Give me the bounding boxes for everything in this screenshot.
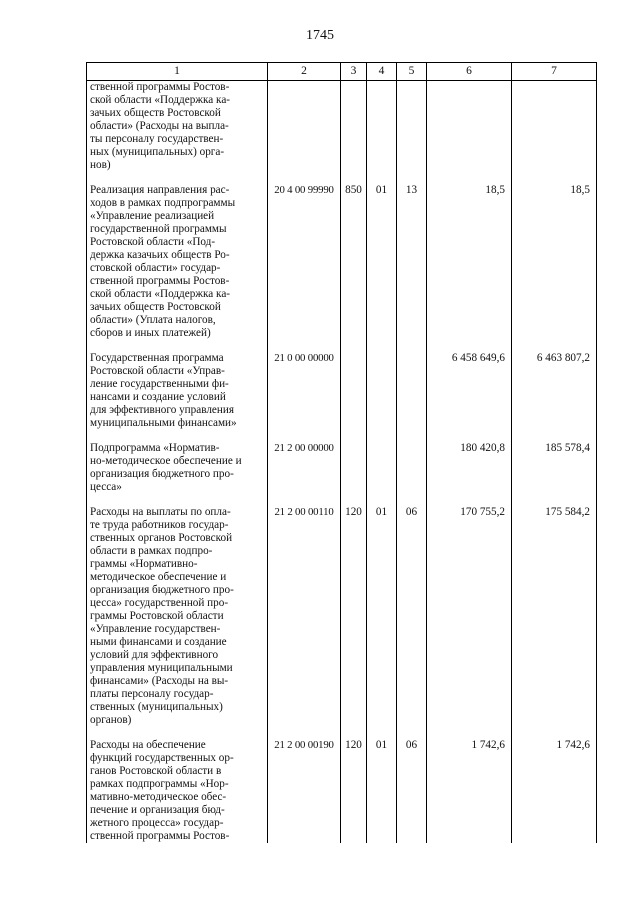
row-code: 21 2 00 00110 xyxy=(268,506,341,727)
row-rz xyxy=(367,352,397,430)
col-header-3: 3 xyxy=(341,63,367,81)
row-code: 21 2 00 00190 xyxy=(268,739,341,843)
page-number: 1745 xyxy=(306,28,334,43)
row-rz: 01 xyxy=(367,506,397,727)
table-row xyxy=(87,184,597,340)
row-vr xyxy=(341,442,367,494)
row-vr: 120 xyxy=(341,506,367,727)
col-header-1: 1 xyxy=(87,63,268,81)
col-header-5: 5 xyxy=(397,63,427,81)
row-year2: 1 742,6 xyxy=(512,739,597,843)
col-header-4: 4 xyxy=(367,63,397,81)
row-rz xyxy=(367,81,397,173)
row-vr xyxy=(341,81,367,173)
row-spacer xyxy=(87,494,597,506)
row-year1: 1 742,6 xyxy=(427,739,512,843)
row-year1: 18,5 xyxy=(427,184,512,340)
row-rz: 01 xyxy=(367,184,397,340)
row-year2: 175 584,2 xyxy=(512,506,597,727)
row-pr xyxy=(397,81,427,173)
table-row xyxy=(87,506,597,727)
row-vr: 850 xyxy=(341,184,367,340)
row-description: Расходы на выплаты по опла- те труда работников государ- ственных органов Ростовской области в рамках подпро- граммы «Нормативно- методическое обеспечение и организация бюджетного про- цесса» государственной про- граммы Ростовской области «Управление государствен- ными финансами и создание условий для эффективного управления муниципальными финансами» (Расходы на вы- платы персоналу государ- ственных (муниципальных) органов) xyxy=(90,506,234,726)
row-pr xyxy=(397,442,427,494)
row-year1: 180 420,8 xyxy=(427,442,512,494)
table-row xyxy=(87,739,597,843)
row-pr: 06 xyxy=(397,739,427,843)
col-header-7: 7 xyxy=(512,63,597,81)
row-description: Подпрограмма «Норматив- но-методическое обеспечение и организация бюджетного про- цесса» xyxy=(90,442,242,493)
col-header-6: 6 xyxy=(427,63,512,81)
row-description: Расходы на обеспечение функций государственных ор- ганов Ростовской области в рамках подпрограммы «Нор- мативно-методическое обес- печение и организация бюд- жетного процесса» государ- ственной программы Ростов- xyxy=(90,739,234,842)
row-year2: 18,5 xyxy=(512,184,597,340)
row-rz xyxy=(367,442,397,494)
row-code: 20 4 00 99990 xyxy=(268,184,341,340)
row-spacer xyxy=(87,172,597,184)
row-code xyxy=(268,81,341,173)
table-row xyxy=(87,81,597,173)
row-description: Государственная программа Ростовской области «Управ- ление государственными фи- нансами и создание условий для эффективного управления муниципальными финансами» xyxy=(90,352,237,429)
row-spacer xyxy=(87,340,597,352)
row-year1: 170 755,2 xyxy=(427,506,512,727)
row-year2 xyxy=(512,81,597,173)
row-pr: 13 xyxy=(397,184,427,340)
row-year1 xyxy=(427,81,512,173)
row-vr xyxy=(341,352,367,430)
row-pr: 06 xyxy=(397,506,427,727)
row-code: 21 0 00 00000 xyxy=(268,352,341,430)
row-code: 21 2 00 00000 xyxy=(268,442,341,494)
row-spacer xyxy=(87,430,597,442)
row-description: ственной программы Ростов- ской области «Поддержка ка- зачьих обществ Ростовской области» (Расходы на выпла- ты персоналу государствен- ных (муниципальных) орга- нов) xyxy=(90,81,231,171)
header-row xyxy=(87,63,597,81)
row-year1: 6 458 649,6 xyxy=(427,352,512,430)
row-year2: 185 578,4 xyxy=(512,442,597,494)
budget-table xyxy=(86,62,597,843)
col-header-2: 2 xyxy=(268,63,341,81)
row-spacer xyxy=(87,727,597,739)
row-year2: 6 463 807,2 xyxy=(512,352,597,430)
table-row xyxy=(87,352,597,430)
row-description: Реализация направления рас- ходов в рамках подпрограммы «Управление реализацией государственной программы Ростовской области «Под- держка казачьих обществ Ро- стовской области» государ- ственной программы Ростов- ской области «Поддержка ка- зачьих обществ Ростовской области» (Уплата налогов, сборов и иных платежей) xyxy=(90,184,236,339)
row-rz: 01 xyxy=(367,739,397,843)
row-pr xyxy=(397,352,427,430)
row-vr: 120 xyxy=(341,739,367,843)
table-row xyxy=(87,442,597,494)
